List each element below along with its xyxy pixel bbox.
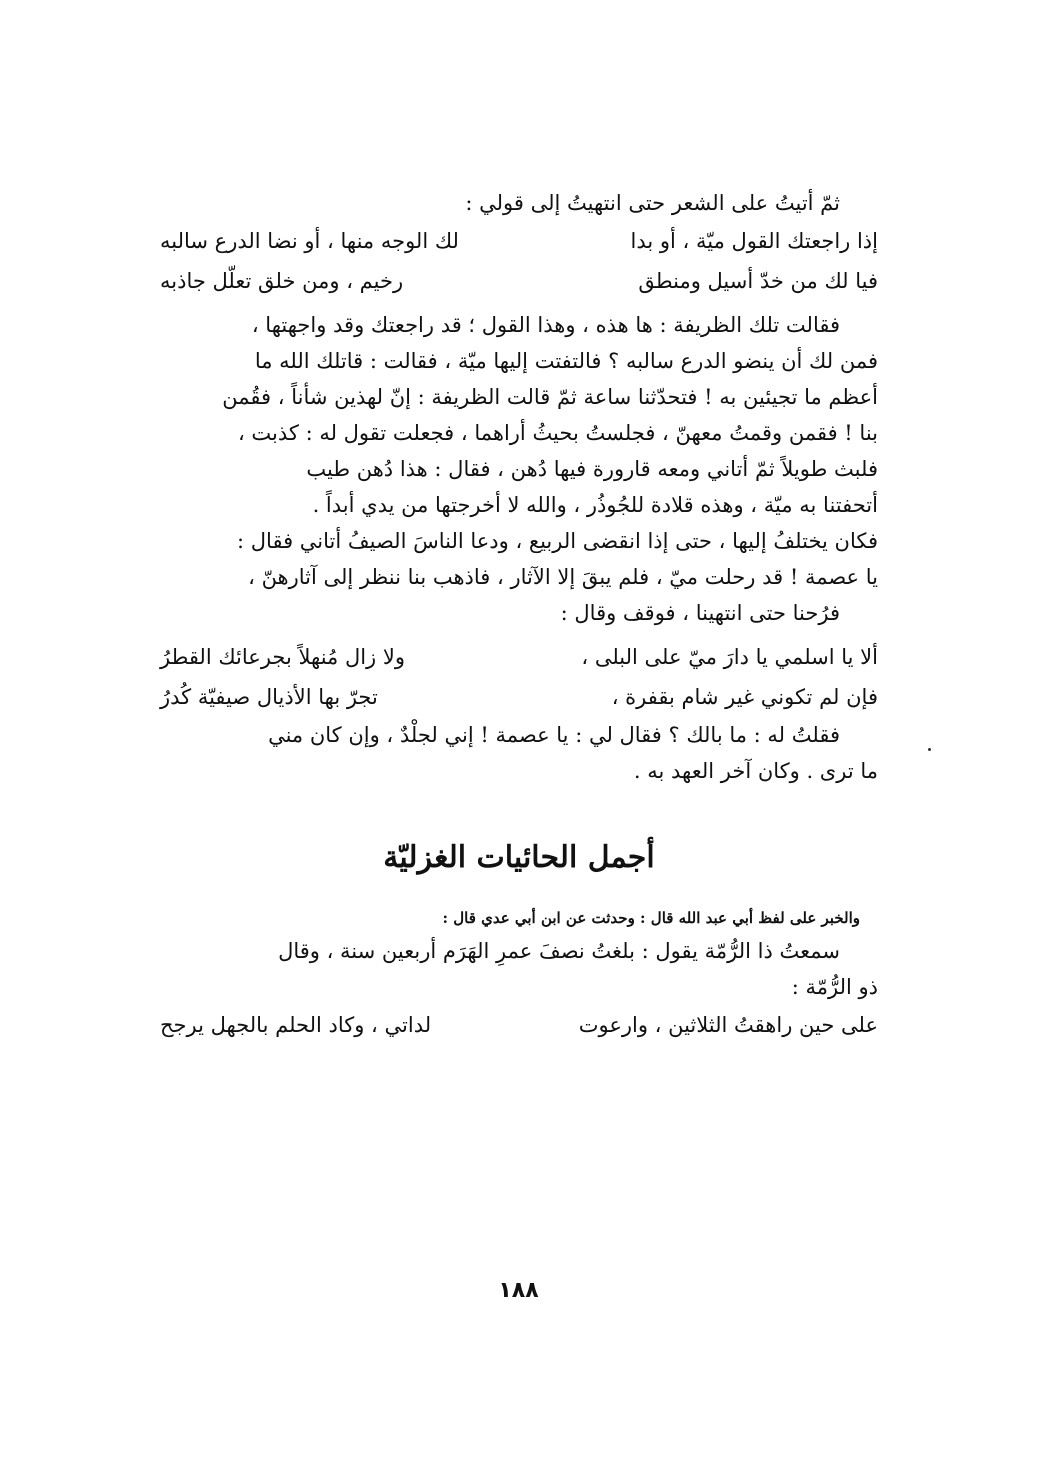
verse-second-hemistich: رخيم ، ومن خلق تعلّل جاذبه [160, 269, 404, 293]
source-note: والخبر على لفظ أبي عبد الله قال : وحدثت عن ابن أبي عدي قال : [442, 909, 860, 927]
verse-line [160, 1005, 878, 1045]
verse-first-hemistich: إذا راجعتك القول ميّة ، أو بدا [630, 229, 878, 253]
page-number: ١٨٨ [498, 1278, 539, 1303]
verse-first-hemistich: على حين راهقتُ الثلاثين ، وارعوت [578, 1013, 878, 1037]
verse-line [160, 677, 878, 717]
prose-line: فمن لك أن ينضو الدرع سالبه ؟ فالتفتت إليها ميّة ، فقالت : قاتلك الله ما [254, 349, 878, 373]
verse-first-hemistich: ألا يا اسلمي يا دارَ ميّ على البلى ، [581, 645, 878, 669]
prose-line: أتحفتنا به ميّة ، وهذه قلادة للجُوذُر ، والله لا أخرجتها من يدي أبداً . [312, 493, 878, 517]
prose-line: أعظم ما تجيئين به ! فتحدّثنا ساعة ثمّ قالت الظريفة : إنّ لهذين شأناً ، فقُمن [222, 385, 878, 409]
prose-line: ما ترى . وكان آخر العهد به . [633, 759, 878, 783]
verse-second-hemistich: تجرّ بها الأذيال صيفيّة كُدرُ [160, 685, 378, 709]
stray-mark [928, 748, 931, 751]
verse-line [160, 261, 878, 301]
section-heading: أجمل الحائيات الغزليّة [383, 840, 655, 875]
verse-first-hemistich: فيا لك من خدّ أسيل ومنطق [638, 269, 878, 293]
verse-second-hemistich: لك الوجه منها ، أو نضا الدرع سالبه [160, 229, 459, 253]
prose-line: فلبث طويلاً ثمّ أتاني ومعه قارورة فيها دُهن ، فقال : هذا دُهن طيب [306, 457, 878, 481]
verse-line [160, 221, 878, 261]
prose-line: فكان يختلفُ إليها ، حتى إذا انقضى الربيع ، ودعا الناسَ الصيفُ أتاني فقال : [237, 529, 878, 553]
prose-line: يا عصمة ! قد رحلت ميّ ، فلم يبقَ إلا الآثار ، فاذهب بنا ننظر إلى آثارهنّ ، [248, 565, 878, 589]
prose-line: ذو الرُّمّة : [791, 975, 878, 999]
prose-line: فقلتُ له : ما بالك ؟ فقال لي : يا عصمة ! إني لجلْدٌ ، وإن كان مني [268, 723, 840, 747]
verse-first-hemistich: فإن لم تكوني غير شام بقفرة ، [611, 685, 878, 709]
prose-line: فرُحنا حتى انتهينا ، فوقف وقال : [560, 601, 840, 625]
prose-line: بنا ! فقمن وقمتُ معهنّ ، فجلستُ بحيثُ أراهما ، فجعلت تقول له : كذبت ، [237, 421, 878, 445]
verse-second-hemistich: لداتي ، وكاد الحلم بالجهل يرجح [160, 1013, 432, 1037]
prose-line: سمعتُ ذا الرُّمّة يقول : بلغتُ نصفَ عمرِ الهَرَم أربعين سنة ، وقال [278, 939, 840, 963]
verse-line [160, 637, 878, 677]
page-body [160, 185, 878, 1045]
verse-second-hemistich: ولا زال مُنهلاً بجرعائك القطرُ [160, 645, 405, 669]
prose-line: فقالت تلك الظريفة : ها هذه ، وهذا القول ؛ قد راجعتك وقد واجهتها ، [251, 313, 840, 337]
intro-line: ثمّ أتيتُ على الشعر حتى انتهيتُ إلى قولي : [465, 191, 840, 215]
